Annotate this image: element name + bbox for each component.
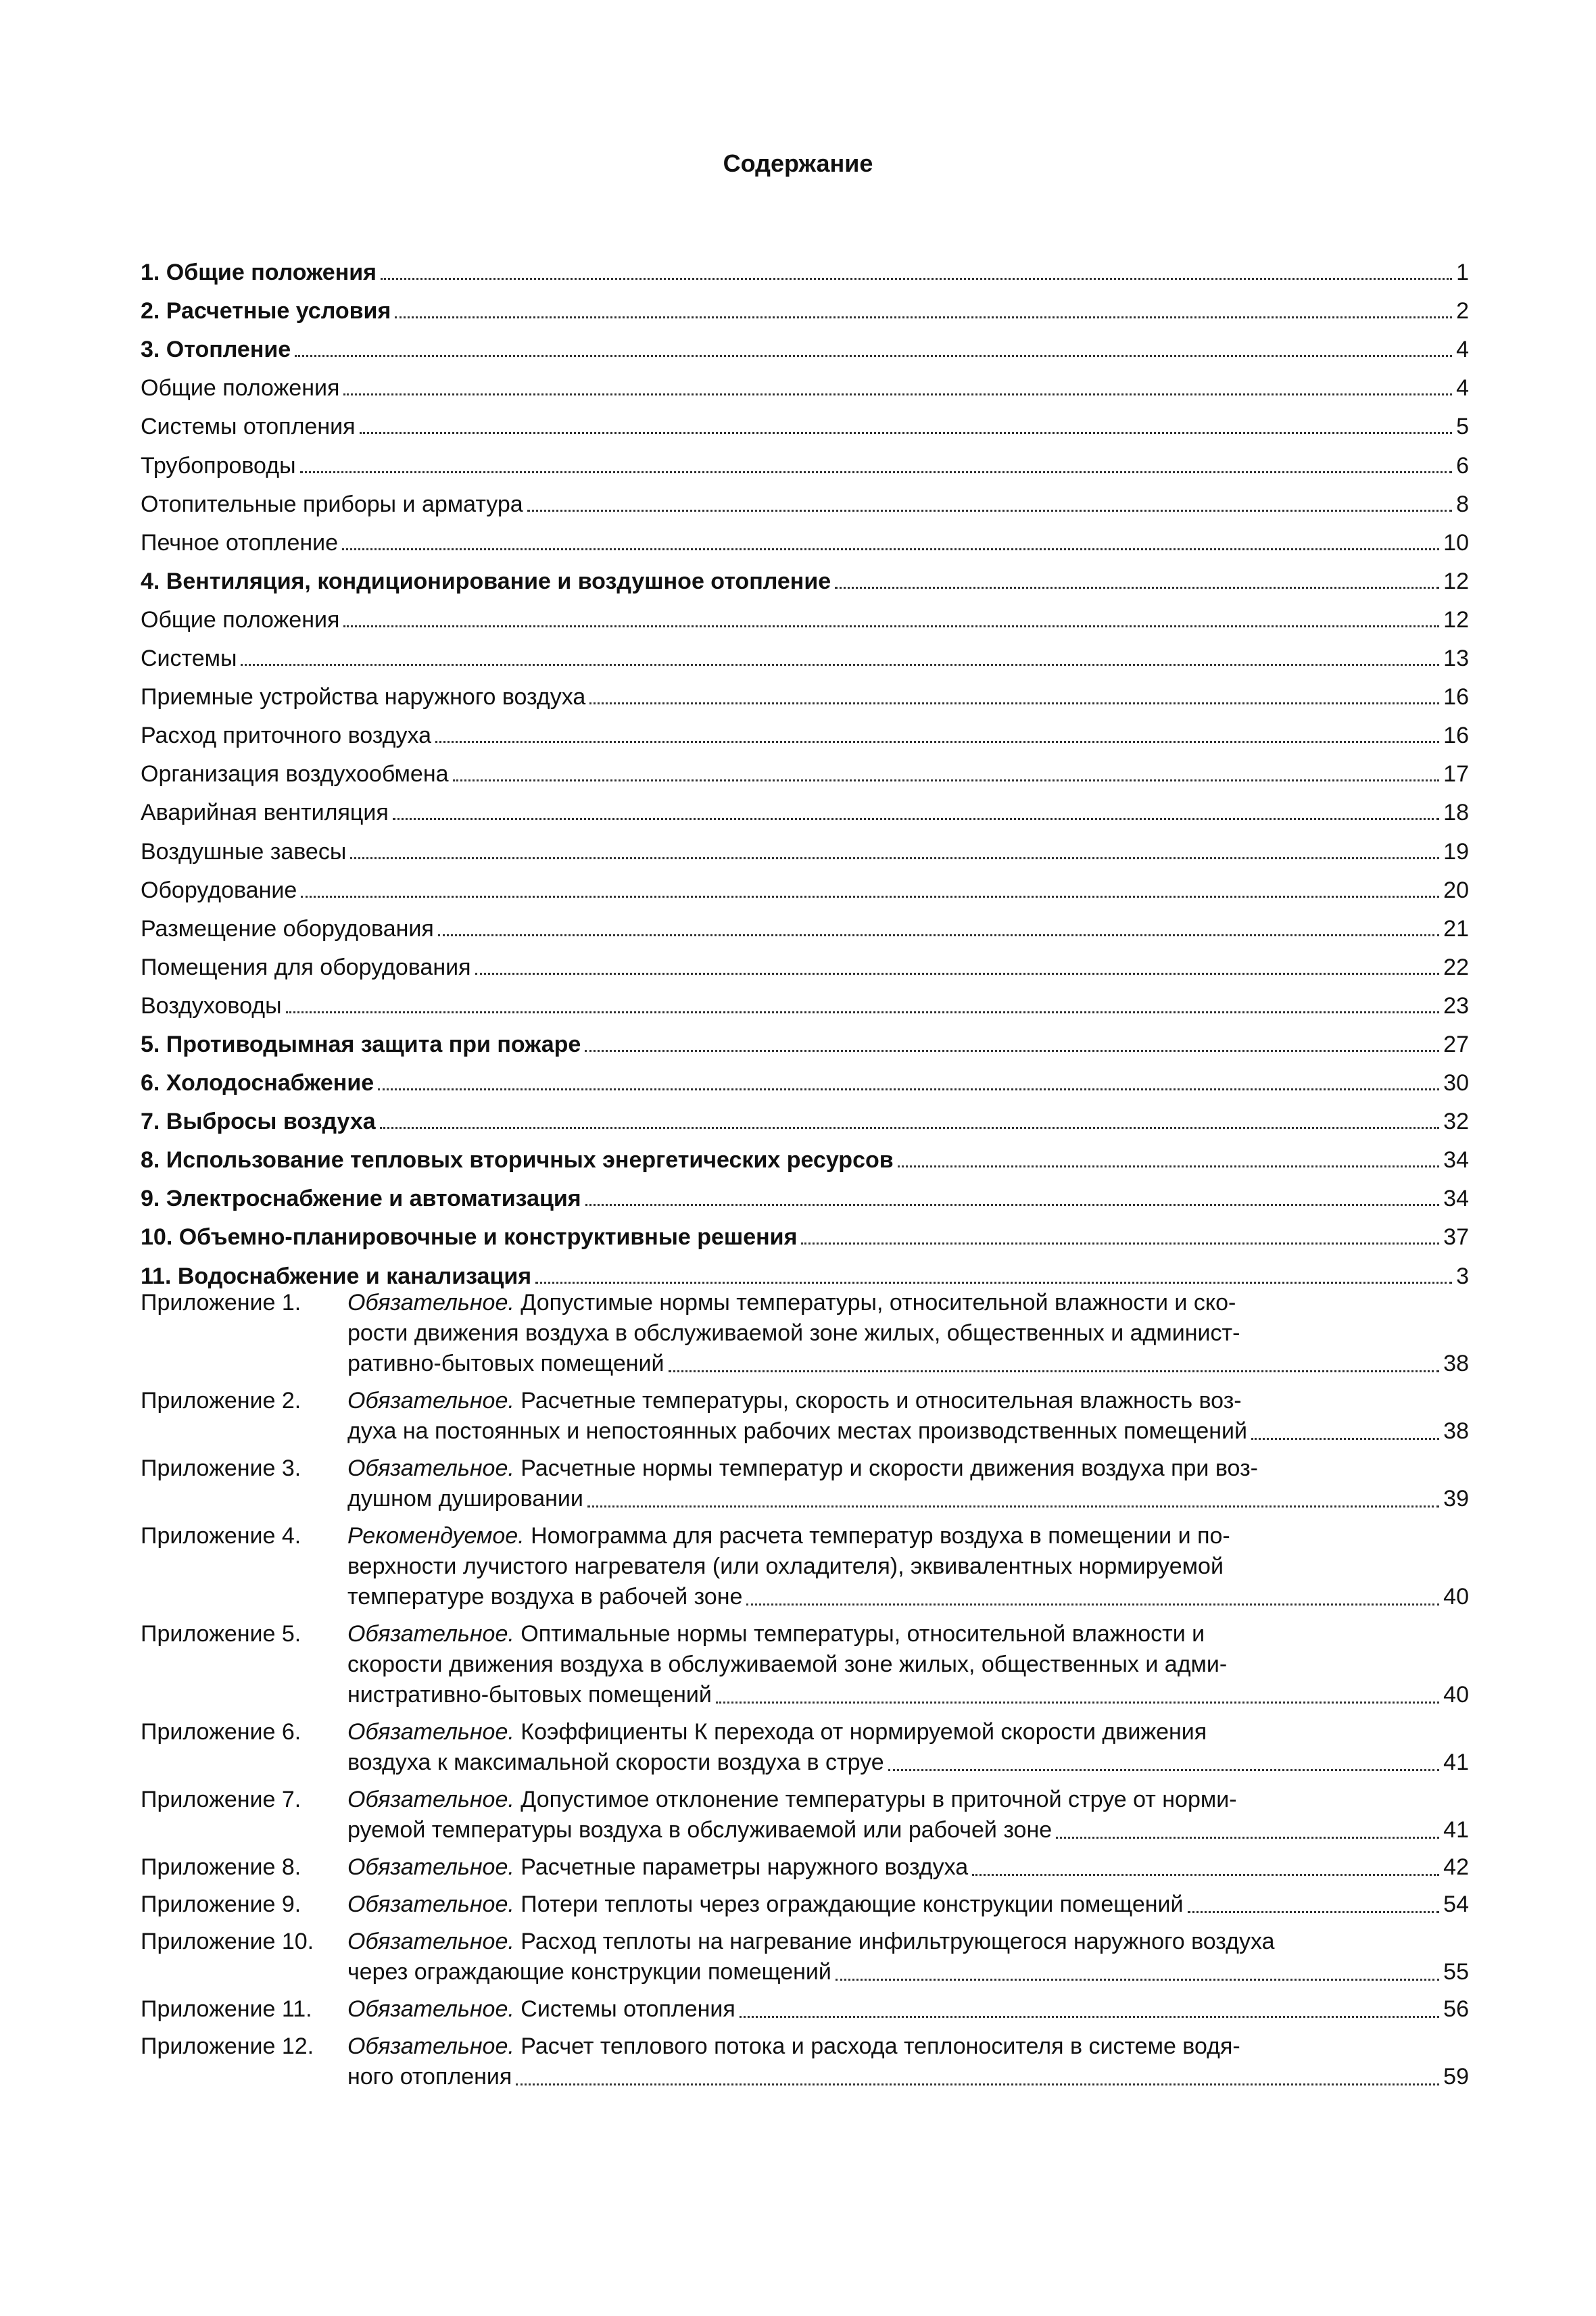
appendix-text: воздуха к максимальной скорости воздуха в струе — [347, 1750, 884, 1775]
appendix-description — [347, 1386, 1469, 1447]
toc-page-number: 8 — [1456, 491, 1469, 517]
toc-subsection-entry — [141, 749, 1469, 788]
dot-leader — [378, 1088, 1439, 1090]
toc-entry-title: Воздушные завесы — [141, 838, 347, 865]
appendix-text: через ограждающие конструкции помещений — [347, 1959, 831, 1985]
dot-leader — [301, 896, 1439, 898]
dot-leader — [342, 548, 1439, 550]
appendix-text-line — [347, 1484, 1469, 1514]
appendix-text-line — [347, 1521, 1469, 1551]
toc-page-number: 3 — [1456, 1263, 1469, 1289]
dot-leader — [836, 1979, 1439, 1981]
toc-subsection-entry — [141, 788, 1469, 826]
dot-leader — [801, 1243, 1439, 1245]
toc-section-entry — [141, 1135, 1469, 1174]
appendix-page-number: 54 — [1443, 1891, 1469, 1917]
dot-leader — [381, 278, 1452, 280]
appendix-description — [347, 1619, 1469, 1710]
toc-entry-title: Аварийная вентиляция — [141, 800, 389, 826]
dot-leader — [286, 1011, 1440, 1013]
appendix-entry — [141, 1717, 1469, 1778]
appendix-text-line — [347, 1619, 1469, 1649]
appendix-text: Расчет теплового потока и расхода теплоносителя в системе водя- — [521, 2033, 1240, 2059]
appendix-label: Приложение 1. — [141, 1290, 301, 1316]
toc-subsection-entry — [141, 518, 1469, 556]
appendix-page-number: 38 — [1443, 1351, 1469, 1376]
toc-subsection-entry — [141, 363, 1469, 402]
toc-page-number: 23 — [1443, 992, 1469, 1019]
dot-leader — [527, 510, 1452, 512]
toc-entry-title: 7. Выбросы воздуха — [141, 1109, 376, 1135]
toc-subsection-entry — [141, 942, 1469, 981]
appendix-text-line — [347, 1785, 1469, 1815]
toc-page-number: 34 — [1443, 1186, 1469, 1212]
appendix-text-line — [347, 1288, 1469, 1318]
appendix-entry — [141, 1852, 1469, 1883]
appendix-text: руемой температуры воздуха в обслуживаемой или рабочей зоне — [347, 1817, 1053, 1843]
toc-entry-title: 1. Общие положения — [141, 260, 377, 286]
toc-entry-title: 2. Расчетные условия — [141, 298, 391, 324]
appendix-text-line — [347, 1551, 1469, 1582]
appendix-status: Рекомендуемое. — [347, 1523, 525, 1549]
dot-leader — [587, 1505, 1439, 1507]
appendix-text: духа на постоянных и непостоянных рабочих местах производственных помещений — [347, 1418, 1247, 1444]
appendix-text-line — [347, 1318, 1469, 1349]
dot-leader — [585, 1204, 1440, 1206]
appendix-text: Расчетные параметры наружного воздуха — [521, 1854, 969, 1880]
dot-leader — [241, 664, 1439, 666]
toc-subsection-entry — [141, 981, 1469, 1019]
toc-page-number: 20 — [1443, 877, 1469, 903]
dot-leader — [972, 1874, 1439, 1876]
toc-section-entry — [141, 1251, 1469, 1289]
appendix-page-number: 40 — [1443, 1682, 1469, 1708]
appendix-status: Обязательное. — [347, 2033, 514, 2059]
toc-page-number: 37 — [1443, 1224, 1469, 1251]
toc-entry-title: Отопительные приборы и арматура — [141, 491, 523, 517]
toc-entry-title: 10. Объемно-планировочные и конструктивные решения — [141, 1224, 798, 1251]
appendix-description — [347, 2031, 1469, 2092]
appendix-description — [347, 1994, 1469, 2025]
appendix-text: Коэффициенты К перехода от нормируемой скорости движения — [521, 1719, 1207, 1745]
appendix-label: Приложение 4. — [141, 1523, 301, 1549]
appendix-text: Расчетные нормы температур и скорости движения воздуха при воз- — [521, 1455, 1258, 1481]
appendix-text: Расчетные температуры, скорость и относительная влажность воз- — [521, 1388, 1242, 1414]
appendix-text: Номограмма для расчета температур воздуха в помещении и по- — [531, 1523, 1230, 1549]
appendix-text-line — [347, 1416, 1469, 1447]
appendix-text: душном душировании — [347, 1486, 583, 1512]
toc-entry-title: Расход приточного воздуха — [141, 723, 432, 749]
toc-section-entry — [141, 1212, 1469, 1251]
appendix-label: Приложение 7. — [141, 1787, 301, 1812]
appendix-status: Обязательное. — [347, 1290, 514, 1316]
toc-subsection-entry — [141, 710, 1469, 749]
appendix-label: Приложение 2. — [141, 1388, 301, 1414]
toc-page-number: 22 — [1443, 954, 1469, 980]
toc-subsection-entry — [141, 826, 1469, 865]
toc-page-number: 10 — [1443, 529, 1469, 556]
appendix-text-line — [347, 2031, 1469, 2062]
dot-leader — [888, 1769, 1440, 1771]
toc-page-number: 4 — [1456, 375, 1469, 402]
appendix-text-line — [347, 1927, 1469, 1957]
toc-entry-title: Воздуховоды — [141, 992, 282, 1019]
toc-subsection-entry — [141, 904, 1469, 942]
appendix-entry — [141, 1785, 1469, 1845]
appendix-page-number: 56 — [1443, 1996, 1469, 2022]
dot-leader — [898, 1165, 1440, 1167]
toc-entry-title: Помещения для оборудования — [141, 954, 471, 980]
toc-page-number: 12 — [1443, 606, 1469, 633]
toc-entry-title: 5. Противодымная защита при пожаре — [141, 1031, 581, 1057]
appendix-entry — [141, 1927, 1469, 1987]
dot-leader — [395, 316, 1452, 318]
dot-leader — [360, 432, 1453, 434]
dot-leader — [535, 1282, 1452, 1284]
appendix-description — [347, 1453, 1469, 1514]
toc-entry-title: Размещение оборудования — [141, 915, 434, 942]
appendix-page-number: 40 — [1443, 1584, 1469, 1610]
appendix-entry — [141, 1619, 1469, 1710]
appendix-page-number: 42 — [1443, 1854, 1469, 1880]
toc-page-number: 1 — [1456, 260, 1469, 286]
appendix-page-number: 41 — [1443, 1750, 1469, 1775]
toc-page-number: 6 — [1456, 452, 1469, 479]
dot-leader — [1056, 1837, 1439, 1839]
toc-section-entry — [141, 286, 1469, 324]
appendix-text-line — [347, 1453, 1469, 1484]
dot-leader — [300, 471, 1453, 473]
toc-entry-title: Трубопроводы — [141, 452, 296, 479]
appendix-text: Допустимые нормы температуры, относительной влажности и ско- — [521, 1290, 1236, 1316]
appendix-page-number: 39 — [1443, 1486, 1469, 1512]
appendix-page-number: 41 — [1443, 1817, 1469, 1843]
toc-page-number: 13 — [1443, 646, 1469, 672]
dot-leader — [393, 818, 1439, 820]
appendix-text: Потери теплоты через ограждающие конструкции помещений — [521, 1891, 1184, 1917]
toc-entry-title: Системы — [141, 646, 237, 672]
toc-page-number: 18 — [1443, 800, 1469, 826]
appendix-text: Допустимое отклонение температуры в приточной струе от норми- — [521, 1787, 1237, 1812]
toc-entry-title: Печное отопление — [141, 529, 339, 556]
appendix-text-line — [347, 1349, 1469, 1379]
toc-entry-title: Организация воздухообмена — [141, 761, 449, 788]
appendix-description — [347, 1717, 1469, 1778]
appendix-entry — [141, 1521, 1469, 1612]
appendix-text-line — [347, 1386, 1469, 1416]
appendix-label: Приложение 5. — [141, 1621, 301, 1647]
appendix-text: ративно-бытовых помещений — [347, 1351, 664, 1376]
toc-entry-title: 4. Вентиляция, кондиционирование и воздушное отопление — [141, 568, 831, 594]
toc-entry-title: Общие положения — [141, 606, 340, 633]
appendix-label: Приложение 8. — [141, 1854, 301, 1880]
appendix-text-line — [347, 1957, 1469, 1987]
toc-subsection-entry — [141, 479, 1469, 518]
toc-page-number: 16 — [1443, 684, 1469, 710]
appendix-text-line — [347, 1649, 1469, 1680]
dot-leader — [380, 1127, 1439, 1129]
toc-subsection-entry — [141, 865, 1469, 904]
toc-page-number: 34 — [1443, 1147, 1469, 1174]
toc-page-number: 2 — [1456, 298, 1469, 324]
appendix-text: нистративно-бытовых помещений — [347, 1682, 712, 1708]
toc-section-entry — [141, 556, 1469, 595]
dot-leader — [475, 973, 1440, 975]
appendix-text-line — [347, 1717, 1469, 1747]
appendix-text: Системы отопления — [521, 1996, 735, 2022]
appendix-description — [347, 1288, 1469, 1379]
appendix-description — [347, 1889, 1469, 1920]
toc-entry-title: Приемные устройства наружного воздуха — [141, 684, 586, 710]
dot-leader — [716, 1702, 1439, 1704]
dot-leader — [350, 857, 1439, 859]
toc-section-entry — [141, 1019, 1469, 1058]
toc-entry-title: 9. Электроснабжение и автоматизация — [141, 1186, 581, 1212]
dot-leader — [343, 393, 1452, 395]
appendix-text-line — [347, 1852, 1469, 1883]
toc-section-entry — [141, 1174, 1469, 1212]
dot-leader — [295, 355, 1452, 357]
dot-leader — [746, 1603, 1439, 1606]
appendix-entry — [141, 1889, 1469, 1920]
toc-entry-title: 6. Холодоснабжение — [141, 1070, 374, 1096]
appendix-label: Приложение 6. — [141, 1719, 301, 1745]
toc-entry-title: Системы отопления — [141, 414, 356, 440]
toc-page-number: 21 — [1443, 915, 1469, 942]
appendix-text-line — [347, 1994, 1469, 2025]
dot-leader — [435, 741, 1439, 743]
toc-page-number: 27 — [1443, 1031, 1469, 1057]
toc-subsection-entry — [141, 595, 1469, 633]
appendix-text-line — [347, 1889, 1469, 1920]
toc-entry-title: 8. Использование тепловых вторичных энергетических ресурсов — [141, 1147, 894, 1174]
appendix-status: Обязательное. — [347, 1854, 514, 1880]
dot-leader — [835, 587, 1439, 589]
appendix-description — [347, 1927, 1469, 1987]
appendix-status: Обязательное. — [347, 1388, 514, 1414]
toc-page-number: 16 — [1443, 723, 1469, 749]
appendix-text-line — [347, 2062, 1469, 2092]
appendix-status: Обязательное. — [347, 1891, 514, 1917]
appendix-text-line — [347, 1680, 1469, 1710]
appendix-label: Приложение 12. — [141, 2033, 314, 2059]
dot-leader — [516, 2083, 1439, 2085]
appendix-entry — [141, 1453, 1469, 1514]
appendix-text: скорости движения воздуха в обслуживаемой зоне жилых, общественных и адми- — [347, 1651, 1228, 1677]
page-title: Содержание — [723, 149, 873, 177]
appendix-page-number: 38 — [1443, 1418, 1469, 1444]
appendix-text: Оптимальные нормы температуры, относительной влажности и — [521, 1621, 1205, 1647]
toc-page-number: 12 — [1443, 568, 1469, 594]
toc-page-number: 32 — [1443, 1109, 1469, 1135]
toc-section-entry — [141, 324, 1469, 363]
table-of-contents — [141, 247, 1469, 1290]
dot-leader — [1251, 1438, 1439, 1440]
appendix-entry — [141, 1288, 1469, 1379]
toc-section-entry — [141, 1096, 1469, 1135]
toc-page-number: 5 — [1456, 414, 1469, 440]
appendix-page-number: 55 — [1443, 1959, 1469, 1985]
appendix-status: Обязательное. — [347, 1787, 514, 1812]
dot-leader — [585, 1050, 1439, 1052]
dot-leader — [438, 934, 1439, 936]
appendix-status: Обязательное. — [347, 1621, 514, 1647]
appendix-list — [141, 1288, 1469, 2099]
appendix-text: верхности лучистого нагревателя (или охладителя), эквивалентных нормируемой — [347, 1553, 1224, 1579]
appendix-label: Приложение 11. — [141, 1996, 312, 2022]
appendix-entry — [141, 1994, 1469, 2025]
appendix-status: Обязательное. — [347, 1455, 514, 1481]
toc-entry-title: Общие положения — [141, 375, 340, 402]
appendix-status: Обязательное. — [347, 1719, 514, 1745]
toc-subsection-entry — [141, 633, 1469, 672]
toc-page-number: 17 — [1443, 761, 1469, 788]
dot-leader — [1188, 1911, 1440, 1913]
appendix-page-number: 59 — [1443, 2064, 1469, 2090]
appendix-text: рости движения воздуха в обслуживаемой зоне жилых, общественных и админист- — [347, 1320, 1240, 1346]
dot-leader — [669, 1370, 1440, 1372]
toc-entry-title: Оборудование — [141, 877, 297, 903]
appendix-text: ного отопления — [347, 2064, 512, 2090]
toc-page-number: 30 — [1443, 1070, 1469, 1096]
dot-leader — [453, 779, 1440, 781]
toc-subsection-entry — [141, 672, 1469, 710]
appendix-entry — [141, 1386, 1469, 1447]
appendix-label: Приложение 3. — [141, 1455, 301, 1481]
dot-leader — [589, 702, 1439, 704]
appendix-text: Расход теплоты на нагревание инфильтрующегося наружного воздуха — [521, 1929, 1275, 1954]
toc-section-entry — [141, 247, 1469, 286]
toc-entry-title: 11. Водоснабжение и канализация — [141, 1263, 532, 1289]
appendix-text-line — [347, 1747, 1469, 1778]
toc-entry-title: 3. Отопление — [141, 337, 291, 363]
dot-leader — [343, 625, 1439, 627]
appendix-text-line — [347, 1815, 1469, 1845]
appendix-description — [347, 1852, 1469, 1883]
toc-section-entry — [141, 1058, 1469, 1096]
appendix-label: Приложение 10. — [141, 1929, 314, 1954]
appendix-text-line — [347, 1582, 1469, 1612]
dot-leader — [740, 2016, 1439, 2018]
toc-subsection-entry — [141, 440, 1469, 479]
appendix-status: Обязательное. — [347, 1929, 514, 1954]
appendix-entry — [141, 2031, 1469, 2092]
toc-page-number: 19 — [1443, 838, 1469, 865]
appendix-description — [347, 1785, 1469, 1845]
toc-page-number: 4 — [1456, 337, 1469, 363]
toc-subsection-entry — [141, 402, 1469, 440]
appendix-description — [347, 1521, 1469, 1612]
appendix-label: Приложение 9. — [141, 1891, 301, 1917]
appendix-status: Обязательное. — [347, 1996, 514, 2022]
appendix-text: температуре воздуха в рабочей зоне — [347, 1584, 743, 1610]
